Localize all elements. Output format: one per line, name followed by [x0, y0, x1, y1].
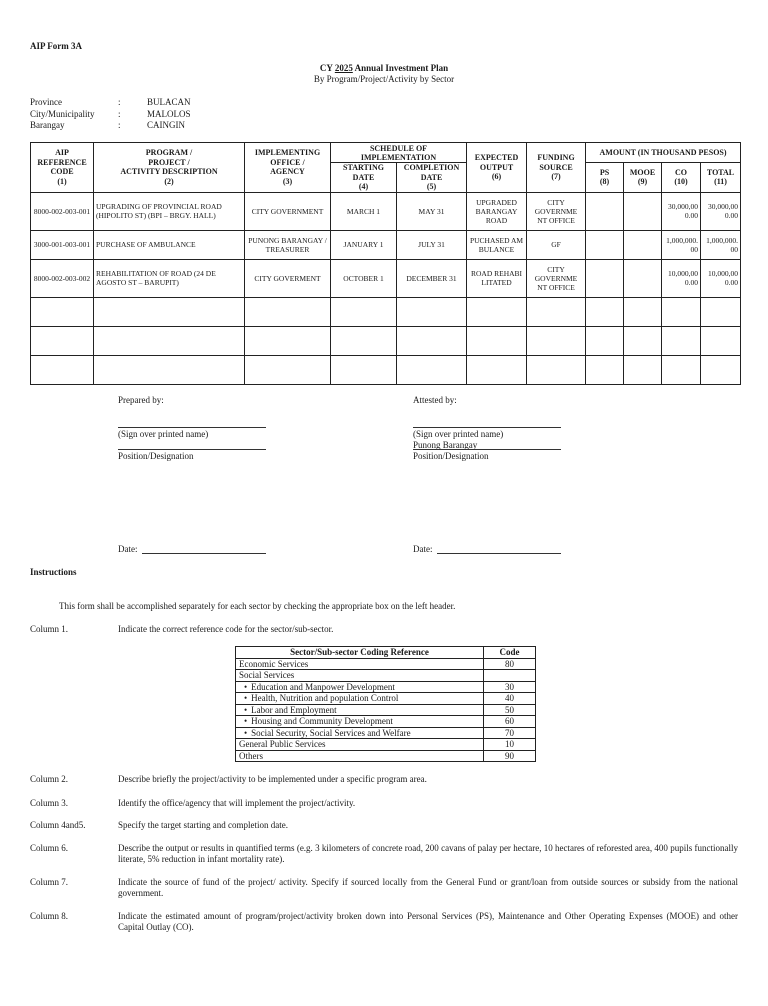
prepared-signature-line	[118, 427, 266, 428]
header-schedule	[331, 143, 467, 163]
cell-mooe	[624, 230, 662, 259]
cell-total: 1,000,000.00	[701, 230, 741, 259]
header-line: MOOE	[629, 167, 656, 177]
cell-ps	[586, 259, 624, 297]
header-line: (3)	[282, 176, 293, 186]
prepared-date-label: Date:	[118, 544, 138, 554]
column-text: Identify the office/agency that will implement the project/activity.	[118, 798, 356, 808]
coding-code: 30	[484, 681, 536, 693]
column-text: Describe briefly the project/activity to be implemented under a specific program area.	[118, 774, 427, 784]
prepared-position-label: Position/Designation	[118, 451, 194, 461]
header-start	[331, 163, 397, 193]
coding-row	[236, 704, 536, 716]
cell-start: MARCH 1	[331, 192, 397, 230]
header-line: (8)	[599, 177, 610, 187]
cell-completion: MAY 31	[397, 192, 467, 230]
table-row	[31, 192, 741, 230]
header-line: CODE	[50, 167, 74, 177]
attested-signature-line	[413, 427, 561, 428]
coding-row	[236, 658, 536, 670]
cell-total: 30,000,000.00	[701, 192, 741, 230]
column-label: Column 4and5.	[30, 820, 86, 830]
header-line: (2)	[164, 176, 174, 186]
header-line: (7)	[551, 172, 561, 181]
coding-sector	[236, 704, 484, 716]
coding-sector: Economic Services	[236, 658, 484, 670]
header-line: COMPLETION	[403, 163, 460, 172]
header-ps	[586, 163, 624, 193]
coding-code: 60	[484, 716, 536, 728]
attested-date-label: Date:	[413, 544, 433, 554]
header-line: IMPLEMENTING	[254, 148, 321, 158]
prepared-date-line	[142, 553, 266, 554]
cell-output: ROAD REHABILITATED	[467, 259, 527, 297]
location-label: Province	[30, 97, 62, 107]
header-line: PS	[599, 167, 610, 177]
attested-sign-label: (Sign over printed name)	[413, 429, 504, 439]
coding-sector: Others	[236, 750, 484, 762]
cell-co: 10,000,000.00	[662, 259, 701, 297]
cell-funding: CITY GOVERNME NT OFFICE	[527, 192, 586, 230]
cell-office: CITY GOVERMENT	[245, 259, 331, 297]
coding-sector	[236, 727, 484, 739]
header-line: SOURCE	[539, 162, 573, 172]
coding-code: 50	[484, 704, 536, 716]
location-sep: :	[118, 108, 121, 119]
coding-sector	[236, 693, 484, 705]
header-line: REFERENCE	[37, 157, 87, 167]
location-sep: :	[118, 97, 121, 107]
cell-output: UPGRADED BARANGAY ROAD	[467, 192, 527, 230]
column-label: Column 8.	[30, 911, 69, 921]
coding-row	[236, 716, 536, 728]
header-line: (6)	[491, 172, 502, 181]
cell-ps	[586, 230, 624, 259]
bullet-item: • Health, Nutrition and population Control	[239, 693, 398, 703]
cell-ref: 8000-002-003-002	[31, 259, 94, 297]
title-year: 2025	[334, 63, 353, 73]
header-line: (5)	[426, 182, 437, 191]
coding-code: 80	[484, 658, 536, 670]
coding-header-code: Code	[484, 647, 536, 659]
coding-row	[236, 727, 536, 739]
header-funding	[527, 143, 586, 193]
table-row-empty	[31, 355, 741, 384]
cell-completion: JULY 31	[397, 230, 467, 259]
header-amount: AMOUNT (IN THOUSAND PESOS)	[586, 143, 741, 163]
location-value: MALOLOS	[147, 108, 191, 119]
aip-table	[30, 142, 741, 385]
location-value: CAINGIN	[147, 120, 185, 130]
header-line: TOTAL	[706, 167, 735, 177]
page-subtitle: By Program/Project/Activity by Sector	[313, 74, 455, 84]
column-text: Indicate the source of fund of the project/ activity. Specify if sourced locally from the General Fund or grant/loan from outside sources or subsidy from the national government.	[118, 877, 738, 898]
cell-funding: CITY GOVERNME NT OFFICE	[527, 259, 586, 297]
column-text: Describe the output or results in quantified terms (e.g. 3 kilometers of concrete road, 200 cavans of palay per hectare, 10 hectares of reforested area, 400 pupils functionally literate, 5% reduction in infant mortality rate).	[118, 843, 738, 864]
coding-code: 10	[484, 739, 536, 751]
cell-co: 30,000,000.00	[662, 192, 701, 230]
prepared-sign-label: (Sign over printed name)	[118, 429, 209, 439]
table-row-empty	[31, 297, 741, 326]
coding-row	[236, 670, 536, 682]
coding-sector: General Public Services	[236, 739, 484, 751]
header-line: DATE	[352, 172, 375, 182]
attested-name: Punong Barangay	[413, 440, 478, 450]
coding-code	[484, 670, 536, 682]
column-label: Column 6.	[30, 843, 69, 853]
header-line: FUNDING	[537, 153, 575, 162]
sector-coding-table	[235, 646, 536, 762]
cell-co: 1,000,000.00	[662, 230, 701, 259]
coding-code: 90	[484, 750, 536, 762]
header-total	[701, 163, 741, 193]
column-text: Indicate the estimated amount of program/project/activity broken down into Personal Services (PS), Maintenance and Other Operating Expenses (MOOE) and other Capital Outlay (CO).	[118, 911, 738, 932]
bullet-item: • Labor and Employment	[239, 705, 337, 715]
header-line: (10)	[674, 177, 688, 187]
column-label: Column 7.	[30, 877, 69, 887]
cell-output: PUCHASED AMBULANCE	[467, 230, 527, 259]
header-output	[467, 143, 527, 193]
instructions-heading: Instructions	[30, 567, 77, 577]
header-line: ACTIVITY DESCRIPTION	[120, 167, 218, 177]
header-line: PROGRAM /	[145, 148, 193, 158]
title-prefix: CY	[319, 63, 335, 73]
attested-position-line	[413, 449, 561, 450]
cell-office: CITY GOVERNMENT	[245, 192, 331, 230]
cell-mooe	[624, 259, 662, 297]
attested-by-label: Attested by:	[413, 395, 457, 405]
cell-office: PUNONG BARANGAY / TREASURER	[245, 230, 331, 259]
prepared-by-label: Prepared by:	[118, 395, 164, 405]
header-completion	[397, 163, 467, 193]
table-row-empty	[31, 326, 741, 355]
header-line: EXPECTED	[474, 153, 519, 162]
location-row-province	[30, 97, 230, 109]
prepared-position-line	[118, 449, 266, 450]
header-line: OFFICE /	[270, 157, 305, 167]
location-row-barangay	[30, 120, 230, 132]
header-line: PROJECT /	[148, 157, 190, 167]
coding-sector: Social Services	[236, 670, 484, 682]
cell-ref: 3000-001-003-001	[31, 230, 94, 259]
header-program	[94, 143, 245, 193]
header-line: (4)	[358, 182, 369, 191]
column-text: Specify the target starting and completion date.	[118, 820, 289, 830]
coding-header-sector: Sector/Sub-sector Coding Reference	[236, 647, 484, 659]
table-row	[31, 230, 741, 259]
header-line: AGENCY	[270, 167, 305, 177]
header-line: (1)	[57, 176, 67, 186]
coding-sector	[236, 681, 484, 693]
header-line: (9)	[637, 177, 648, 187]
header-line: STARTING	[343, 163, 384, 172]
attested-position-label: Position/Designation	[413, 451, 489, 461]
location-row-city	[30, 109, 230, 121]
form-label: AIP Form 3A	[30, 41, 82, 51]
location-value: BULACAN	[147, 97, 191, 107]
coding-row	[236, 750, 536, 762]
table-row	[31, 259, 741, 297]
header-line: SCHEDULE OF	[369, 143, 428, 153]
column-text: Indicate the correct reference code for the sector/sub-sector.	[118, 624, 334, 634]
column-label: Column 1.	[30, 624, 69, 634]
header-office	[245, 143, 331, 193]
header-line: IMPLEMENTATION	[360, 152, 437, 162]
coding-row	[236, 693, 536, 705]
bullet-item: • Housing and Community Development	[239, 716, 393, 726]
cell-program: UPGRADING OF PROVINCIAL ROAD (HIPOLITO ST) (BPI – BRGY. HALL)	[94, 192, 245, 230]
bullet-item: • Education and Manpower Development	[239, 682, 395, 692]
cell-mooe	[624, 192, 662, 230]
coding-row	[236, 739, 536, 751]
cell-program: PURCHASE OF AMBULANCE	[94, 230, 245, 259]
cell-program: REHABILITATION OF ROAD (24 DE AGOSTO ST – BARUPIT)	[94, 259, 245, 297]
instructions-intro: This form shall be accomplished separately for each sector by checking the appropriate box on the left header.	[59, 601, 456, 611]
column-label: Column 3.	[30, 798, 69, 808]
column-label: Column 2.	[30, 774, 69, 784]
location-label: City/Municipality	[30, 108, 95, 119]
bullet-item: • Social Security, Social Services and Welfare	[239, 728, 411, 738]
header-mooe	[624, 163, 662, 193]
cell-start: OCTOBER 1	[331, 259, 397, 297]
location-label: Barangay	[30, 120, 65, 130]
location-sep: :	[118, 120, 121, 130]
header-co	[662, 163, 701, 193]
attested-date-line	[437, 553, 561, 554]
coding-sector	[236, 716, 484, 728]
header-line: CO	[675, 167, 688, 177]
cell-ref: 8000-002-003-001	[31, 192, 94, 230]
cell-total: 10,000,000.00	[701, 259, 741, 297]
header-ref-code	[31, 143, 94, 193]
header-line: AIP	[55, 148, 69, 158]
page-title	[0, 63, 768, 73]
coding-code: 70	[484, 727, 536, 739]
header-line: OUTPUT	[479, 162, 514, 172]
header-line: DATE	[420, 172, 443, 182]
cell-ps	[586, 192, 624, 230]
cell-start: JANUARY 1	[331, 230, 397, 259]
coding-row	[236, 681, 536, 693]
location-block	[30, 97, 230, 132]
title-suffix: Annual Investment Plan	[352, 63, 449, 73]
header-line: (11)	[714, 177, 727, 187]
cell-funding: GF	[527, 230, 586, 259]
cell-completion: DECEMBER 31	[397, 259, 467, 297]
coding-code: 40	[484, 693, 536, 705]
